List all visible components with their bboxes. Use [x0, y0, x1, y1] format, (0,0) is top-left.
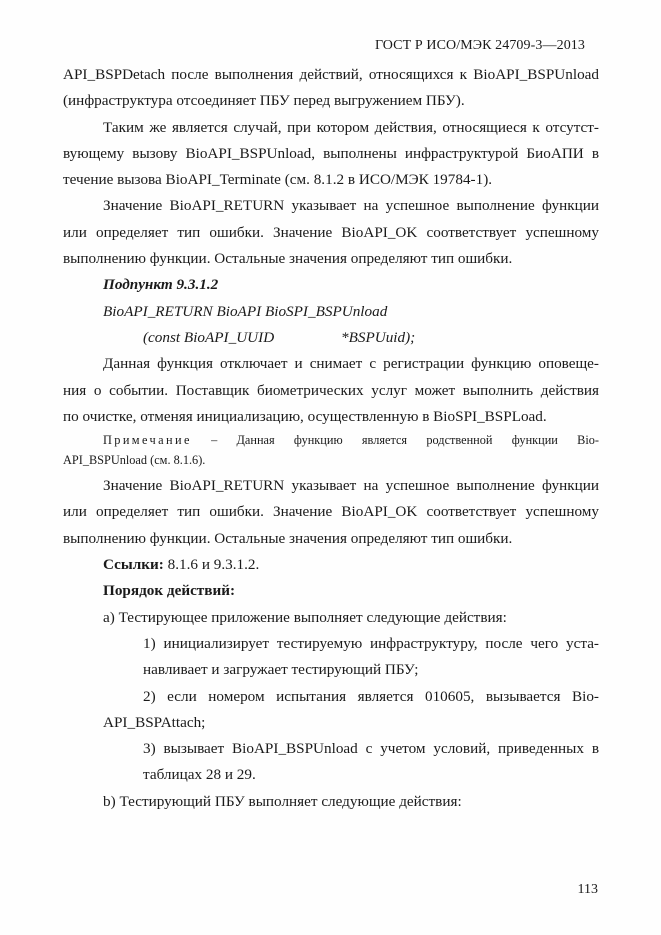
paragraph [63, 62, 599, 115]
text-line: по очистке, отменяя инициализацию, осуществленную в BioSPI_BSPLoad. [63, 407, 547, 425]
text-line: (инфраструктура отсоединяет ПБУ перед выгружением ПБУ). [63, 92, 465, 110]
subclause-heading: Подпункт 9.3.1.2 [103, 276, 219, 294]
references: Ссылки: 8.1.6 и 9.3.1.2. [103, 556, 260, 574]
text-line: или определяет тип ошибки. Значение BioAPI_OK соответствует успешному [63, 503, 599, 521]
text-line: Значение BioAPI_RETURN указывает на успешное выполнение функции [103, 197, 599, 215]
text-line: ния о событии. Поставщик биометрических услуг может выполнить действия [63, 381, 599, 399]
list-item-a2: 2) если номером испытания является 010605, вызывается Bio- API_BSPAttach; [103, 687, 599, 731]
paragraph [63, 193, 599, 272]
text-line: API_BSPUnload (см. 8.1.6). [63, 453, 206, 468]
text-line: Таким же является случай, при котором действия, относящиеся к отсутст- [103, 118, 599, 136]
page-body [63, 62, 599, 815]
list-item-a1: 1) инициализирует тестируемую инфраструктуру, после чего уста- навливает и загружает тестирующий ПБУ; [143, 634, 599, 679]
function-parameter: (const BioAPI_UUID *BSPUuid); [143, 328, 416, 346]
text-line: вующему вызову BioAPI_BSPUnload, выполнены инфраструктурой БиоАПИ в [63, 144, 599, 162]
note: Примечание – Данная функцию является родственной функции Bio- API_BSPUnload (см. 8.1.6). [63, 430, 599, 470]
standard-header: ГОСТ Р ИСО/МЭК 24709-3—2013 [374, 38, 585, 53]
list-item-a3: 3) вызывает BioAPI_BSPUnload с учетом условий, приведенных в таблицах 28 и 29. [143, 740, 599, 784]
text-line: API_BSPDetach после выполнения действий, относящихся к BioAPI_BSPUnload [63, 66, 599, 83]
page-number: 113 [577, 882, 598, 897]
note-label: Примечание [103, 433, 192, 448]
paragraph [63, 351, 599, 430]
list-item-b: b) Тестирующий ПБУ выполняет следующие действия: [103, 792, 462, 810]
list-item-a: а) Тестирующее приложение выполняет следующие действия: [103, 608, 507, 626]
text-line: или определяет тип ошибки. Значение BioAPI_OK соответствует успешному [63, 223, 599, 241]
text-line: выполнению функции. Остальные значения определяют тип ошибки. [63, 250, 513, 268]
function-signature: BioAPI_RETURN BioAPI BioSPI_BSPUnload [103, 302, 388, 320]
text-line: выполнению функции. Остальные значения определяют тип ошибки. [63, 529, 513, 547]
paragraph [63, 473, 599, 552]
text-line: Значение BioAPI_RETURN указывает на успешное выполнение функции [103, 477, 599, 495]
procedure-heading: Порядок действий: [103, 582, 236, 600]
text-line: течение вызова BioAPI_Terminate (см. 8.1.2 в ИСО/МЭК 19784-1). [63, 171, 493, 189]
paragraph [63, 115, 599, 194]
text-line: Данная функция отключает и снимает с регистрации функцию оповеще- [103, 355, 599, 373]
